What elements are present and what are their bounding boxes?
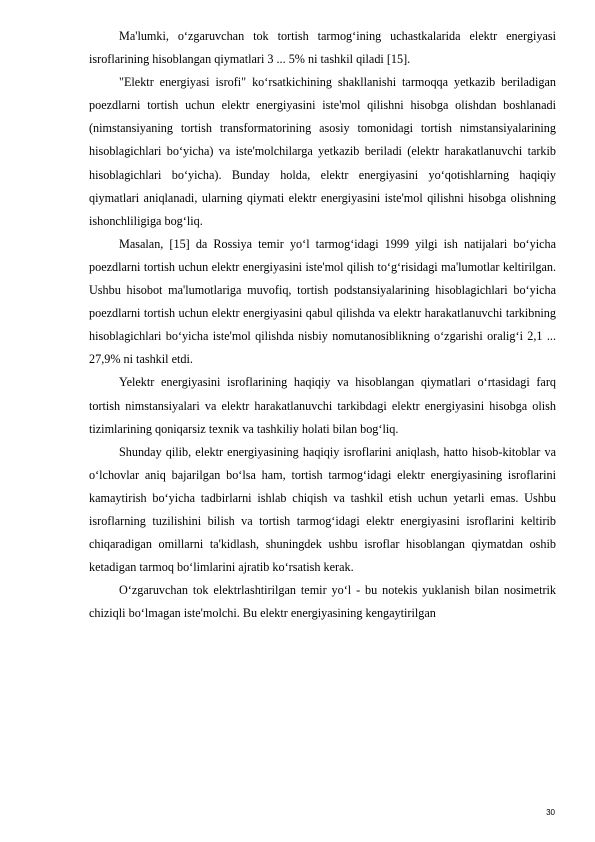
paragraph-4: Yelektr energiyasini isroflarining haqiqiy va hisoblangan qiymatlari o‘rtasidagi farq tortish nimstansiyalari va elektr harakatlanuvchi tarkibdagi elektr energiyasini hisobga olish tizimlarining qoniqarsiz texnik va tashkiliy holati bilan bog‘liq.: [89, 375, 556, 436]
page-number: 30: [546, 808, 555, 817]
paragraph-3: Masalan, [15] da Rossiya temir yo‘l tarmog‘idagi 1999 yilgi ish natijalari bo‘yicha poezdlarni tortish uchun elektr energiyasini iste'mol qilish to‘g‘risidagi ma'lumotlar keltirilgan. Ushbu hisobot ma'lumotlariga muvofiq, tortish podstansiyalarining hisoblagichlari bo‘yicha poezdlarni tortish uchun elektr energiyasini qabul qilishda va elektr harakatlanuvchi tarkibning hisoblagichlari bo‘yicha iste'mol qilishda nisbiy nomutanosiblikning o‘zgarishi oralig‘i 2,1 ... 27,9% ni tashkil etdi.: [89, 236, 556, 367]
paragraph-5: Shunday qilib, elektr energiyasining haqiqiy isroflarini aniqlash, hatto hisob-kitoblar va o‘lchovlar aniq bajarilgan bo‘lsa ham, tortish tarmog‘idagi elektr energiyasining isroflarini kamaytirish bo‘yicha tadbirlarni ishlab chiqish va tashkil etish uchun yetarli emas. Ushbu isroflarning tuzilishini bilish va tortish tarmog‘idagi elektr energiyasini isroflarini keltirib chiqaradigan omillarni ta'kidlash, shuningdek ushbu isroflar hisoblangan qiymatdan oshib ketadigan tarmoq bo‘limlarini ajratib ko‘rsatish kerak.: [89, 444, 556, 575]
paragraph-2: "Elektr energiyasi isrofi" ko‘rsatkichining shakllanishi tarmoqqa yetkazib beriladigan poezdlarni tortish uchun elektr energiyasini iste'mol qilishni hisobga olishdan boshlanadi (nimstansiyaning tortish transformatorining asosiy tomonidagi tortish nimstansiyalarining hisoblagichlari bo‘yicha) va iste'molchilarga yetkazib beriladi (elektr harakatlanuvchi tarkib hisoblagichlari bo‘yicha). Bunday holda, elektr energiyasini yo‘qotishlarning haqiqiy qiymatlari aniqlanadi, ularning qiymati elektr energiyasini iste'mol qilishni hisobga olishning ishonchliligiga bog‘liq.: [89, 75, 556, 228]
paragraph-1: Ma'lumki, o‘zgaruvchan tok tortish tarmog‘ining uchastkalarida elektr energiyasi isroflarining hisoblangan qiymatlari 3 ... 5% ni tashkil qiladi [15].: [89, 29, 556, 67]
document-page: [89, 25, 556, 625]
paragraph-6: O‘zgaruvchan tok elektrlashtirilgan temir yo‘l - bu notekis yuklanish bilan nosimetrik chiziqli bo‘lmagan iste'molchi. Bu elektr energiyasining kengaytirilgan: [89, 583, 556, 621]
